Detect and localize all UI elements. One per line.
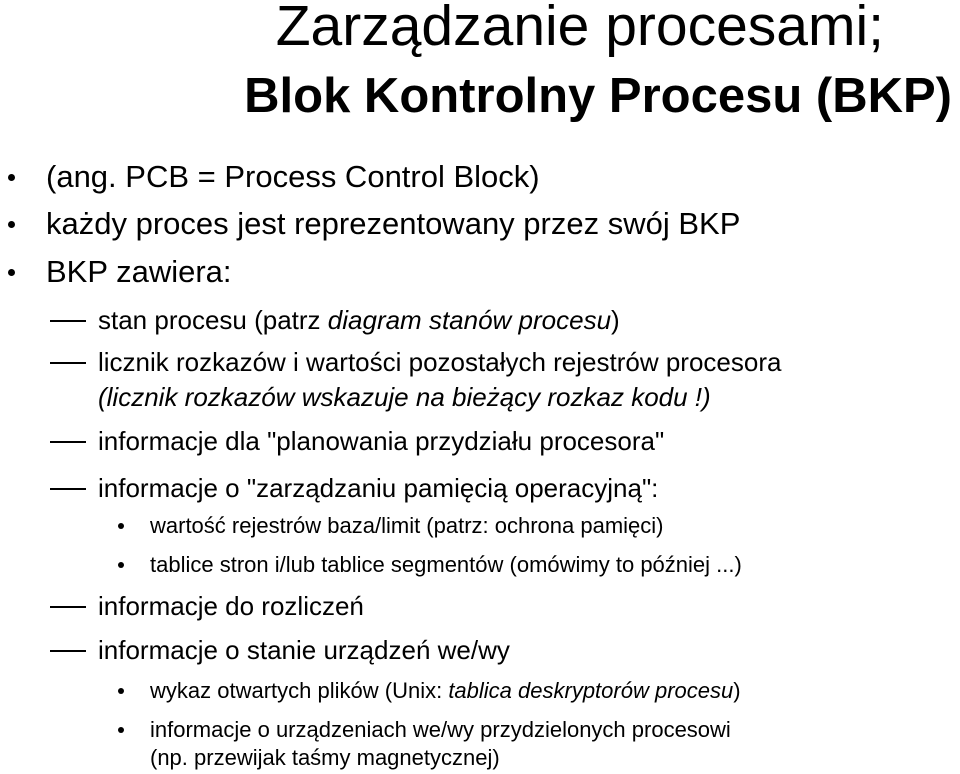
item-cpu-scheduling: informacje dla "planowania przydziału procesora" [98, 426, 665, 456]
bullet-dot [8, 269, 15, 276]
item-instruction-counter-note: (licznik rozkazów wskazuje na bieżący rozkaz kodu !) [98, 382, 711, 412]
bullet-dot [8, 174, 15, 181]
bullet-dot [118, 688, 124, 694]
bullet-dot [118, 523, 124, 529]
item-process-state: stan procesu (patrz diagram stanów procesu) [98, 305, 620, 335]
item-page-segment-tables: tablice stron i/lub tablice segmentów (omówimy to później ...) [150, 552, 742, 577]
dash-marker [50, 606, 86, 608]
item-instruction-counter: licznik rozkazów i wartości pozostałych rejestrów procesora [98, 347, 782, 377]
dash-marker [50, 441, 86, 443]
dash-marker [50, 320, 86, 322]
item-io-devices: informacje o urządzeniach we/wy przydzielonych procesowi [150, 717, 731, 742]
dash-marker [50, 488, 86, 490]
item-accounting-info: informacje do rozliczeń [98, 591, 364, 621]
item-io-devices-example: (np. przewijak taśmy magnetycznej) [150, 745, 500, 770]
bullet-pcb-definition: (ang. PCB = Process Control Block) [46, 159, 540, 194]
item-io-status: informacje o stanie urządzeń we/wy [98, 635, 510, 665]
slide-title-line2: Blok Kontrolny Procesu (BKP) [244, 69, 952, 123]
bullet-dot [8, 221, 15, 228]
bullet-dot [118, 562, 124, 568]
bullet-bkp-contains: BKP zawiera: [46, 254, 232, 289]
dash-marker [50, 362, 86, 364]
item-memory-management: informacje o "zarządzaniu pamięcią operacyjną": [98, 473, 659, 503]
item-base-limit-registers: wartość rejestrów baza/limit (patrz: ochrona pamięci) [150, 513, 664, 538]
slide-title-line1: Zarządzanie procesami; [275, 0, 884, 58]
dash-marker [50, 650, 86, 652]
item-open-files: wykaz otwartych plików (Unix: tablica deskryptorów procesu) [150, 678, 741, 703]
bullet-dot [118, 727, 124, 733]
bullet-process-representation: każdy proces jest reprezentowany przez swój BKP [46, 206, 741, 241]
